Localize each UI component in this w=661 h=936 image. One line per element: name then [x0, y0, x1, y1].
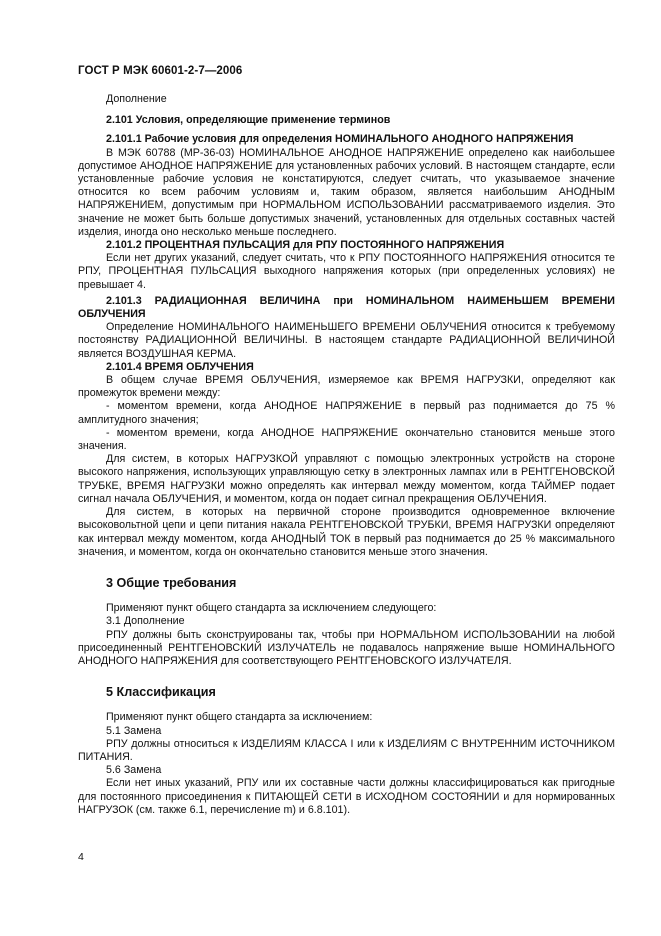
document-header: ГОСТ Р МЭК 60601-2-7—2006: [78, 65, 243, 77]
clause-5-1-label: 5.1 Замена: [106, 724, 162, 737]
clause-2-101-4-para-1: Для систем, в которых НАГРУЗКОЙ управляют с помощью электронных устройств на стороне высокого напряжения, использующих управляющую сетку в электронных лампах или в РЕНТГЕНОВСКОЙ ТРУБКЕ, ВРЕМЯ НАГРУЗКИ можно определять как интервал между моментом, когда ТАЙМЕР подает сигнал начала ОБЛУЧЕНИЯ, и моментом, когда он подает сигнал прекращения ОБЛУЧЕНИЯ.: [78, 453, 615, 505]
clause-2-101-2-text: Если нет других указаний, следует считать, что к РПУ ПОСТОЯННОГО НАПРЯЖЕНИЯ относится те РПУ, ПРОЦЕНТНАЯ ПУЛЬСАЦИЯ выходного напряжения которых (при определенных условиях) не превышает 4.: [78, 252, 615, 291]
section-5-intro: Применяют пункт общего стандарта за исключением:: [106, 711, 373, 724]
clause-2-101-4-intro: В общем случае ВРЕМЯ ОБЛУЧЕНИЯ, измеряемое как ВРЕМЯ НАГРУЗКИ, определяют как промежуток времени между:: [78, 374, 615, 400]
clause-2-101-1-text: В МЭК 60788 (МР-36-03) НОМИНАЛЬНОЕ АНОДНОЕ НАПРЯЖЕНИЕ определено как наибольшее допустимое АНОДНОЕ НАПРЯЖЕНИЕ для установленных рабочих условий. В настоящем стандарте, если установленные рабочие условия не констатируются, следует считать, что указываемое значение относится ко всем рабочим условиям и, таким образом, является наибольшим АНОДНЫМ НАПРЯЖЕНИЕМ, допустимым при НОРМАЛЬНОМ ИСПОЛЬЗОВАНИИ рассматриваемого изделия. Это значение не может быть больше допустимых значений, установленных для отдельных составных частей изделия, иногда оно несколько меньше последнего.: [78, 146, 615, 238]
clause-2-101-4-heading: 2.101.4 ВРЕМЯ ОБЛУЧЕНИЯ: [106, 360, 254, 373]
clause-3-1-label: 3.1 Дополнение: [106, 615, 185, 628]
clause-3-1-text: РПУ должны быть сконструированы так, чтобы при НОРМАЛЬНОМ ИСПОЛЬЗОВАНИИ на любой присоединенный РЕНТГЕНОВСКИЙ ИЗЛУЧАТЕЛЬ не подавалось напряжение выше НОМИНАЛЬНОГО АНОДНОГО НАПРЯЖЕНИЯ для соответствующего РЕНТГЕНОВСКОГО ИЗЛУЧАТЕЛЯ.: [78, 628, 615, 667]
clause-5-6-label: 5.6 Замена: [106, 764, 162, 777]
list-item-1: - моментом времени, когда АНОДНОЕ НАПРЯЖЕНИЕ в первый раз поднимается до 75 % амплитудного значения;: [78, 400, 615, 426]
section-3-intro: Применяют пункт общего стандарта за исключением следующего:: [106, 602, 437, 615]
clause-2-101-3-text: Определение НОМИНАЛЬНОГО НАИМЕНЬШЕГО ВРЕМЕНИ ОБЛУЧЕНИЯ относится к требуемому постоянству РАДИАЦИОННОЙ ВЕЛИЧИНЫ. В настоящем стандарте РАДИАЦИОННОЙ ВЕЛИЧИНОЙ является ВОЗДУШНАЯ КЕРМА.: [78, 321, 615, 360]
clause-5-6-text: Если нет иных указаний, РПУ или их составные части должны классифицироваться как пригодные для постоянного присоединения к ПИТАЮЩЕЙ СЕТИ в ИСХОДНОМ СОСТОЯНИИ и для нормированных НАГРУЗОК (см. также 6.1, перечисление m) и 6.8.101).: [78, 777, 615, 816]
clause-2-101-heading: 2.101 Условия, определяющие применение терминов: [106, 114, 391, 127]
clause-2-101-2-heading: 2.101.2 ПРОЦЕНТНАЯ ПУЛЬСАЦИЯ для РПУ ПОСТОЯННОГО НАПРЯЖЕНИЯ: [106, 239, 505, 252]
clause-2-101-4-para-2: Для систем, в которых на первичной стороне производится одновременное включение высоковольтной цепи и цепи питания накала РЕНТГЕНОВСКОЙ ТРУБКИ, ВРЕМЯ НАГРУЗКИ определяют как интервал между моментом, когда АНОДНЫЙ ТОК в первый раз поднимается до 25 % максимального значения, и моментом, когда он окончательно становится меньше этого значения.: [78, 506, 615, 558]
list-item-2: - моментом времени, когда АНОДНОЕ НАПРЯЖЕНИЕ окончательно становится меньше этого значения.: [78, 426, 615, 453]
page-number: 4: [78, 851, 84, 863]
document-body: [78, 93, 615, 817]
section-5-heading: 5 Классификация: [106, 685, 216, 700]
addition-label: Дополнение: [106, 93, 167, 105]
section-3-heading: 3 Общие требования: [106, 575, 237, 590]
clause-2-101-3-heading: 2.101.3 РАДИАЦИОННАЯ ВЕЛИЧИНА при НОМИНАЛЬНОМ НАИМЕНЬШЕМ ВРЕМЕНИ ОБЛУЧЕНИЯ: [78, 294, 615, 321]
clause-2-101-1-heading: 2.101.1 Рабочие условия для определения НОМИНАЛЬНОГО АНОДНОГО НАПРЯЖЕНИЯ: [106, 133, 574, 146]
clause-5-1-text: РПУ должны относиться к ИЗДЕЛИЯМ КЛАССА I или к ИЗДЕЛИЯМ С ВНУТРЕННИМ ИСТОЧНИКОМ ПИТАНИЯ.: [78, 737, 615, 763]
